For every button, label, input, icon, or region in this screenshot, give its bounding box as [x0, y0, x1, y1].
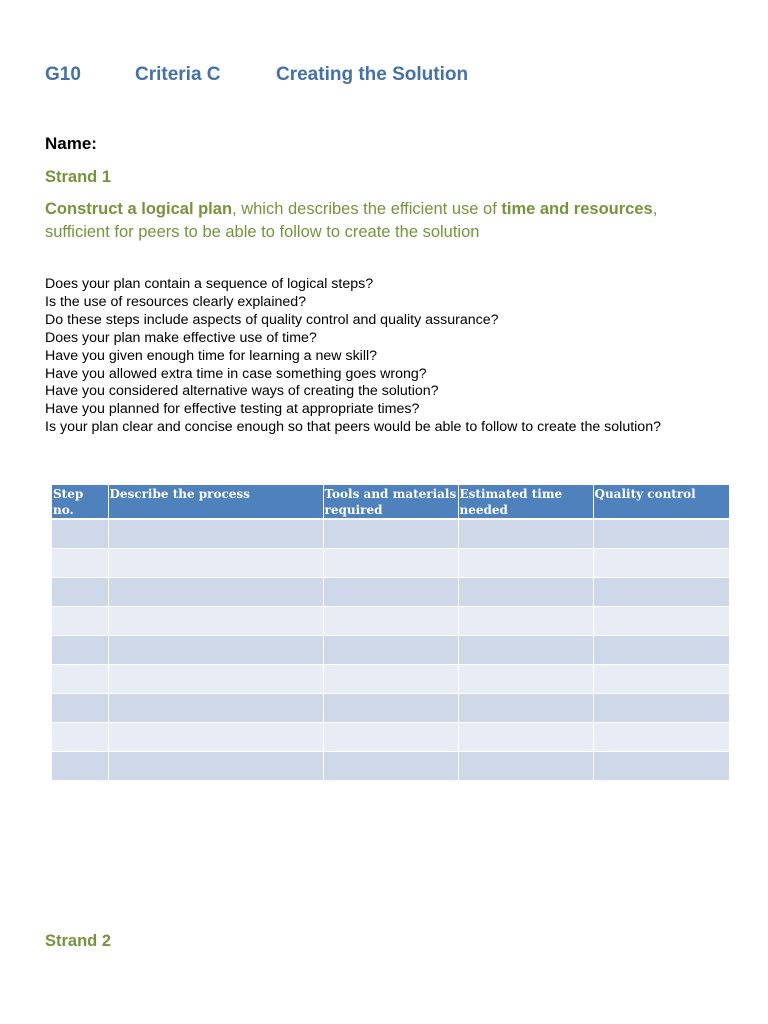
table-cell[interactable]	[108, 751, 323, 780]
table-cell[interactable]	[52, 722, 108, 751]
table-cell[interactable]	[458, 693, 593, 722]
name-label: Name:	[45, 134, 97, 153]
strand-2-heading: Strand 2	[45, 932, 112, 950]
question-item: Does your plan make effective use of time?	[45, 329, 317, 346]
table-cell[interactable]	[52, 635, 108, 664]
grade-label: G10	[45, 64, 81, 85]
table-cell[interactable]	[323, 693, 458, 722]
question-item: Does your plan contain a sequence of logical steps?	[45, 276, 374, 292]
objective-text-1: , which describes the efficient use of	[232, 200, 502, 218]
table-cell[interactable]	[108, 577, 323, 606]
table-cell[interactable]	[593, 548, 729, 577]
table-cell[interactable]	[593, 722, 729, 751]
table-cell[interactable]	[458, 577, 593, 606]
table-cell[interactable]	[593, 606, 729, 635]
table-cell[interactable]	[323, 519, 458, 548]
column-header-time: Estimated time needed	[458, 485, 593, 519]
table-cell[interactable]	[108, 548, 323, 577]
table-cell[interactable]	[108, 635, 323, 664]
column-header-quality: Quality control	[593, 485, 729, 519]
page-title: Creating the Solution	[276, 64, 469, 85]
table-cell[interactable]	[593, 693, 729, 722]
table-cell[interactable]	[323, 664, 458, 693]
table-row	[52, 606, 729, 635]
table-cell[interactable]	[108, 722, 323, 751]
table-cell[interactable]	[458, 722, 593, 751]
question-item: Have you allowed extra time in case something goes wrong?	[45, 365, 427, 382]
table-cell[interactable]	[323, 606, 458, 635]
criteria-label: Criteria C	[135, 64, 221, 85]
table-cell[interactable]	[593, 577, 729, 606]
table-cell[interactable]	[52, 693, 108, 722]
table-cell[interactable]	[458, 606, 593, 635]
table-cell[interactable]	[52, 664, 108, 693]
table-cell[interactable]	[323, 548, 458, 577]
table-cell[interactable]	[458, 548, 593, 577]
strand-1-heading: Strand 1	[45, 168, 112, 186]
table-cell[interactable]	[108, 606, 323, 635]
question-item: Have you planned for effective testing at appropriate times?	[45, 401, 420, 418]
table-cell[interactable]	[323, 635, 458, 664]
table-row	[52, 693, 729, 722]
question-item: Is the use of resources clearly explained?	[45, 293, 307, 310]
table-cell[interactable]	[108, 664, 323, 693]
column-header-process: Describe the process	[108, 485, 323, 519]
table-cell[interactable]	[593, 635, 729, 664]
table-row	[52, 519, 729, 548]
table-row	[52, 577, 729, 606]
question-item: Do these steps include aspects of quality control and quality assurance?	[45, 311, 499, 328]
column-header-tools: Tools and materials required	[324, 487, 457, 517]
column-header-step-no: Step no.	[52, 485, 108, 519]
table-cell[interactable]	[323, 577, 458, 606]
table-row	[52, 664, 729, 693]
table-cell[interactable]	[458, 751, 593, 780]
plan-table-body	[52, 519, 729, 780]
table-row	[52, 751, 729, 780]
table-cell[interactable]	[52, 751, 108, 780]
table-cell[interactable]	[323, 722, 458, 751]
plan-table	[52, 485, 729, 781]
objective-bold-plan: Construct a logical plan	[45, 200, 233, 218]
table-cell[interactable]	[52, 577, 108, 606]
table-header-row	[52, 485, 729, 519]
question-item: Have you given enough time for learning a new skill?	[45, 347, 378, 364]
table-cell[interactable]	[593, 519, 729, 548]
objective-bold-resources: time and resources	[501, 200, 653, 218]
objective-text-2: , sufficient for peers to be able to follow to create the solution	[45, 200, 658, 241]
table-cell[interactable]	[108, 519, 323, 548]
table-cell[interactable]	[458, 519, 593, 548]
table-cell[interactable]	[593, 751, 729, 780]
table-cell[interactable]	[52, 606, 108, 635]
table-row	[52, 548, 729, 577]
table-cell[interactable]	[458, 664, 593, 693]
question-item: Have you considered alternative ways of creating the solution?	[45, 383, 439, 400]
table-cell[interactable]	[323, 751, 458, 780]
table-row	[52, 635, 729, 664]
table-cell[interactable]	[52, 519, 108, 548]
table-row	[52, 722, 729, 751]
table-cell[interactable]	[108, 693, 323, 722]
checklist-questions	[45, 276, 661, 437]
table-cell[interactable]	[52, 548, 108, 577]
table-cell[interactable]	[593, 664, 729, 693]
question-item: Is your plan clear and concise enough so that peers would be able to follow to create the solution?	[45, 419, 661, 436]
strand-1-objective	[45, 198, 725, 244]
table-cell[interactable]	[458, 635, 593, 664]
